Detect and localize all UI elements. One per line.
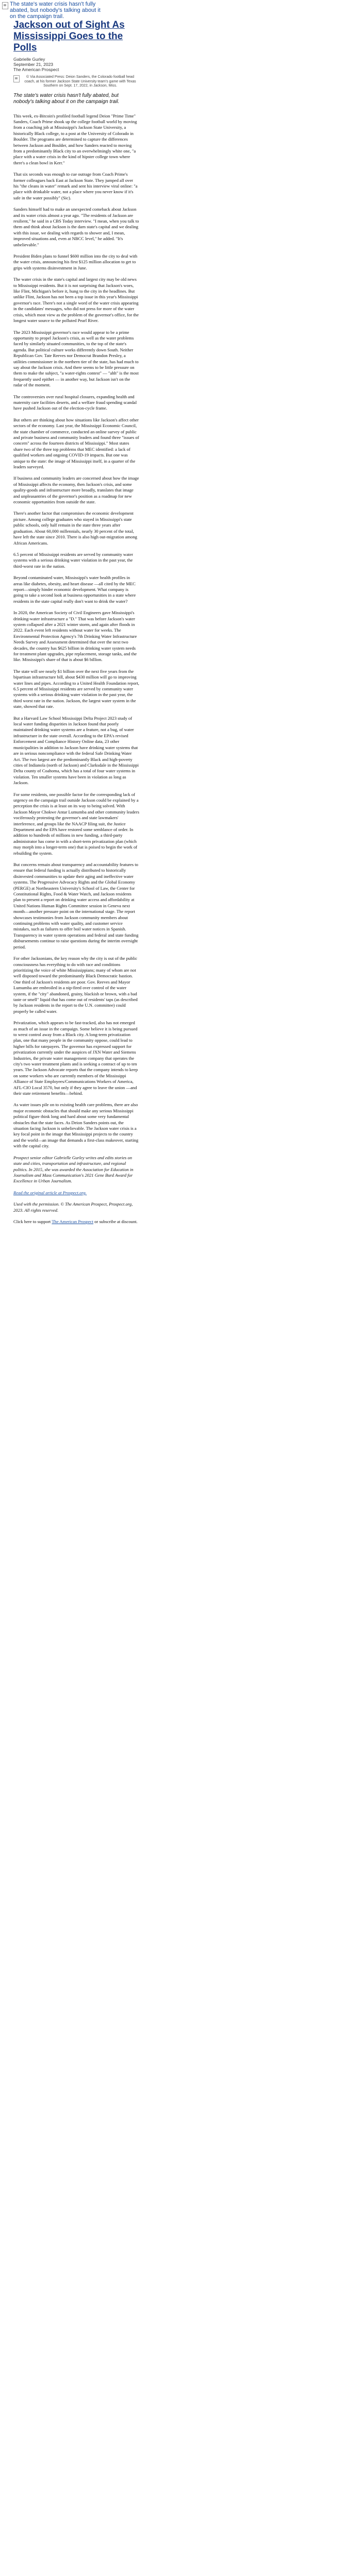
body-paragraph: As water issues pile on to existing health care problems, there are also major economic obstacles that should make any serious Mississippi political figure think long and hard about some very fundamental obstacles that the state faces. As Deion Sanders points out, the situation facing Jackson is unbelievable. The Jackson water crisis is a key focal point in the image that Mississippi projects to the country and the world—an image that demands a first-class makeover, starting with the capital city. <box>13 1102 139 1149</box>
body-paragraph: Sanders himself had to make an unexpected comeback about Jackson and its water crisis almost a year ago. "The residents of Jackson are resilient," he said in a CBS Today interview. "I mean, when you talk to them and think about Jackson is the darn state's capital and we dealing with this issue, we dealing with regards to shower and, I mean, improved situations and, even at NBCC level," he added. "It's unbelievable." <box>13 207 139 247</box>
article <box>13 20 139 1230</box>
read-original-link[interactable] <box>13 1190 139 1196</box>
body-paragraph: For other Jacksonians, the key reason why the city is out of the public consciousness has everything to do with race and conditions prioritizing the voice of white Mississippians; many of whom are not well disposed toward the predominantly Black Democratic bastion. One third of Jackson's residents are poor. Gov. Reeves and Mayor Lumumba are embroiled in a nip-fired over control of the water system, if the "city" abandoned, grainy, blackish or brown, with a bad taste or smell" liquid that has come out of residents' taps (as described by Jackson residents in the report to the U.N. committee) could properly be called water. <box>13 956 138 1014</box>
hero-alt-line: The state's water crisis hasn't fully <box>10 1 96 7</box>
body-paragraph: The controversies over rural hospital closures, expanding health and maternity care facilities deserts, and a welfare fraud spending scandal have pushed Jackson out of the election-cycle frame. <box>13 394 137 411</box>
body-paragraph: But a Harvard Law School Mississippi Delta Project 2023 study of local water funding disparities in Jackson found that poorly maintained drinking water systems are a feature, not a bug, of water infrastructure in the state overall. According to the EPA's revised Enforcement and Compliance History Online data, 23 other municipalities in addition to Jackson have drinking water systems that are in serious noncompliance with the federal Safe Drinking Water Act. The two largest are the predominantly Black and high-poverty cities of Indianola (north of Jackson) and Clarksdale in the Mississippi Delta county of Coahoma, which has a total of four water systems in violation. Ten smaller systems have been in violation as long as Jackson. <box>13 715 139 786</box>
article-meta <box>13 57 139 72</box>
broken-image-icon <box>2 2 8 9</box>
article-dek: The state's water crisis hasn't fully abated, but nobody's talking about it on the campaign trail. <box>13 92 120 105</box>
article-body <box>13 113 139 1225</box>
subscribe-cta <box>13 1219 139 1225</box>
body-paragraph: President Biden plans to funnel $600 million into the city to deal with the water crisis, announcing his first $125 million allocation to get to grips with systems disinvestment in June. <box>13 253 138 270</box>
body-paragraph: But concerns remain about transparency and accountability features to ensure that federal funding is actually distributed to historically disinvested communities to update their aging and ineffective water systems. The Progressive Advocacy Rights and the Global Economy (PERGE) at Northeastern University's School of Law, the Center for Constitutional Rights, Food & Water Watch, and Jackson residents plan to present a report on drinking water access and affordability at United Nations Human Rights Committee session in Geneva next month—another pressure point on the international stage. The report showcases testimonies from Jackson community members about continuing problems with water quality, and customer service mistakes, such as failures to offer boil water notices in Spanish. Transparency in water system operations and federal and state funding disbursements continue to raise questions during the interim oversight period. <box>13 862 139 950</box>
broken-image-icon <box>13 75 20 82</box>
hero-alt-line: on the campaign trail. <box>10 13 64 20</box>
subscribe-link[interactable]: The American Prospect <box>52 1218 93 1224</box>
body-paragraph: If business and community leaders are concerned about how the image of Mississippi affects the economy, then Jackson's crisis, and some quality-goods and infrastructure more broadly, translates that image and unpleasantries of the governor's position as a roadmap for new economic opportunities from outside the state. <box>13 476 139 505</box>
body-paragraph: The 2023 Mississippi governor's race would appear to be a prime opportunity to propel Jackson's crisis, as well as the water problems faced by similarly situated communities, to the top of the state's agenda. But political culture works differently down South. Neither Republican Gov. Tate Reeves nor Democrat Brandon Presley, a utilities commissioner in the northern tier of the state, has had much to say about the Jackson crisis. And there seems to be little pressure on them to make the subject, "a water-rights contest" — "ahh" is the most frequently used epithet — in another way, but Jackson isn't on the radar of the moment. <box>13 329 139 388</box>
body-paragraph: For some residents, one possible factor for the corresponding lack of urgency on the campaign trail outside Jackson could be explained by a perception the crisis is at least on its way to being solved. With Jackson Mayor Chokwe Antar Lumumba and other community leaders vociferously protesting the governor's and state lawmakers' interference, and groups like the NAACP filing suit, the Justice Department and the EPA have restored some semblance of order. In addition to hundreds of millions in new funding, a third-party administrator has come in with a short-term privatization plan (which may morph into a longer-term one) that is poised to begin the work of rebuilding the system. <box>13 791 139 856</box>
permission-credit: Used with the permission. © The American Prospect, Prospect.org, 2023. All rights reserved. <box>13 1201 133 1213</box>
hero-image <box>2 1 121 20</box>
subscribe-prefix: Click here to support <box>13 1218 52 1224</box>
body-paragraph: The water crisis in the state's capital and largest city may be old news to Mississippi residents. But it is not surprising that Jackson's woes, like Flint, Michigan's before it, hung to the city in the headlines. But unlike Flint, Jackson has not been a top issue in this year's Mississippi governor's race. There's not a single word of the water crisis appearing in the candidates' messages, who did not press for more of the water crisis, which most view as the problem of the governor's office, for the longest water source to the polluted Pearl River. <box>13 277 139 324</box>
read-original-text[interactable]: Read the original article at Prospect.org. <box>13 1190 87 1195</box>
body-paragraph: The state will see nearly $1 billion over the next five years from the bipartisan infrastructure bill, about $430 million will go to improving water lines and pipes. According to a United Health Foundation report, 6.5 percent of Mississippi residents are served by community water systems with a serious drinking water violation in the past year, the third worst rate in the nation. Jackson, the largest water system in the state, showed that rate. <box>13 668 139 709</box>
hero-alt-line: abated, but nobody's talking about it <box>10 7 101 13</box>
source-name: The American Prospect <box>13 67 59 72</box>
body-paragraph: But others are thinking about how situations like Jackson's affect other sectors of the economy. Last year, the Mississippi Economic Council, the state chamber of commerce, conducted an online survey of public and private business and community leaders and found three "issues of concern" across the fourteen districts of Mississippi." Most states share two of the three top problems that MEC identified: a lack of qualified workers and ongoing COVID-19 impacts. But one was unique to the state: the image of Mississippi itself, in a quarter of the leaders surveyed. <box>13 417 139 470</box>
figure-caption: © Via Associated Press: Deion Sanders, the Colorado football head coach, at his former Jackson State University team's game with Texas Southern on Sept. 17, 2022, in Jackson, Miss. <box>24 75 136 88</box>
article-figure <box>13 75 139 89</box>
body-paragraph: 6.5 percent of Mississippi residents are served by community water systems with a serious drinking water violation in the past year, the third-worst rate in the nation. <box>13 551 133 569</box>
body-paragraph: That six seconds was enough to cue outrage from Coach Prime's former colleagues back East at Jackson State. They jumped all over his "the cleans in water" remark and sent his interview viral online: "a place with drinkable water, not a place where you never know if it's safe in the water possibly" (Sic). <box>13 172 138 200</box>
body-paragraph: Beyond contaminated water, Mississippi's water health profiles in areas like diabetes, obesity, and heart disease —all cited by the MEC report—simply hinder economic development. What company is going to take a second look at business opportunities in a state where residents in the state capital really don't want to drink the water? <box>13 575 136 604</box>
body-paragraph: Privatization, which appears to be fast-tracked, also has not emerged as much of an issue in the campaign. Some believe it is being pursued to wrest control away from a Black city. A long-term privatization plan, one that many people in the community oppose, could lead to higher bills for ratepayers. The governor has expressed support for privatization currently under the auspices of JXN Water and Siemens Industries, the private water management company that operates the city's two water treatment plants and is seeking a contract of up to ten years. The Jackson Advocate reports that the company intends to keep on some workers who are currently members of the Mississippi Alliance of State Employees/Communications Workers of America, AFL-CIO Local 3570, but only if they agree to leave the union —and their state retirement benefits—behind. <box>13 1020 138 1096</box>
article-title[interactable]: Jackson out of Sight As Mississippi Goes to the Polls <box>13 20 125 53</box>
author-bio: Prospect senior editor Gabrielle Gurley writes and edits stories on state and cities, transportation and infrastructure, and regional politics. In 2015, she was awarded the Association for Education in Journalism and Mass Communication's 2021 Gene Burd Award for Excellence in Urban Journalism. <box>13 1155 134 1184</box>
body-paragraph: There's another factor that compromises the economic development picture. Among college graduates who stayed in Mississippi's state public schools, only half remain in the state three years after graduation. About 60,000 millennials, nearly 30 percent of the total, have left the state since 2010. There is also high out-migration among African Americans. <box>13 511 137 546</box>
hero-image-alt-text <box>10 1 101 20</box>
body-paragraph: In 2020, the American Society of Civil Engineers gave Mississippi's drinking-water infrastructure a "D." That was before Jackson's water system collapsed after a 2021 winter storm, and again after floods in 2022. Each event left residents without water for weeks. The Environmental Protection Agency's 7th Drinking Water Infrastructure Needs Survey and Assessment determined that over the next two decades, the country has $625 billion in drinking water system needs for treatment plant upgrades, pipe replacement, storage tanks, and the like. Mississippi's share of that is about $6 billion. <box>13 610 137 663</box>
body-paragraph: This week, ex-Bitcoin's profiled football legend Deion "Prime Time" Sanders, Coach Prime shook up the college football world by moving from a coaching job at Mississippi's Jackson State University, a historically Black college, to a post at the University of Colorado in Boulder. The programs are determined to capture the differences between Jackson and Boulder, and how Sanders reacted to moving from a predominantly Black city to an overwhelmingly white one, "a place with a water crisis in the kind of hipster college town where there's a clean bowl in Kerr." <box>13 113 137 165</box>
author-name: Gabrielle Gurley <box>13 57 45 62</box>
publish-date: September 21, 2023 <box>13 62 54 67</box>
subscribe-suffix: or subscribe at discount. <box>93 1218 138 1224</box>
